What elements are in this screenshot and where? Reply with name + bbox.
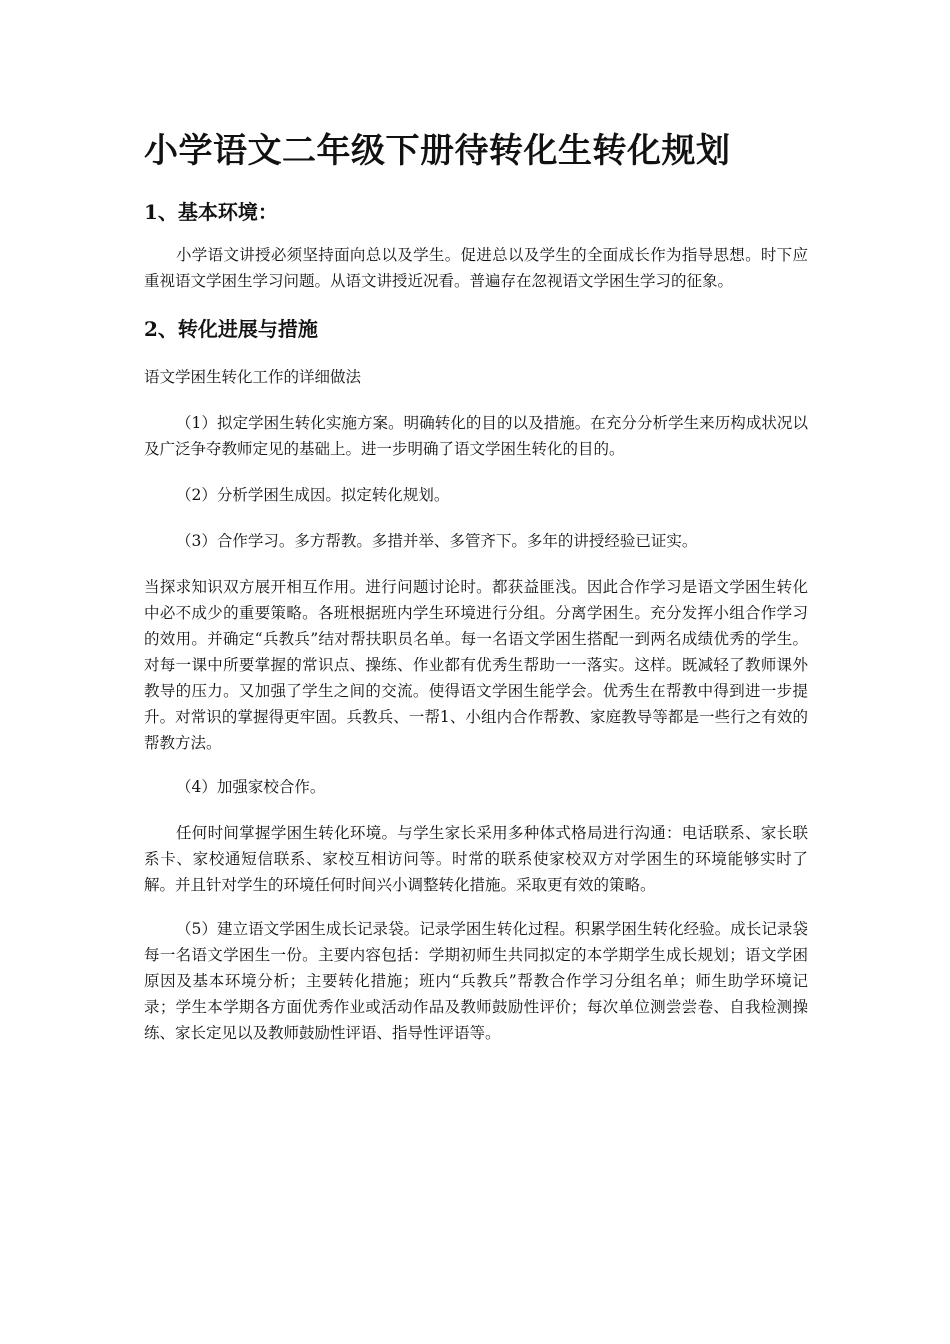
- item-2-paragraph: （2）分析学困生成因。拟定转化规划。: [176, 486, 450, 504]
- item-1-paragraph: （1）拟定学困生转化实施方案。明确转化的目的以及措施。在充分分析学生来历构成状况以及广泛争夺教师定见的基础上。进一步明确了语文学困生转化的目的。: [144, 414, 808, 458]
- item-3-body: 当探求知识双方展开相互作用。进行问题讨论时。都获益匪浅。因此合作学习是语文学困生转化中必不成少的重要策略。各班根据班内学生环境进行分组。分离学困生。充分发挥小组合作学习的效用。并确定“兵教兵”结对帮扶职员名单。每一名语文学困生搭配一到两名成绩优秀的学生。对每一课中所要掌握的常识点、操练、作业都有优秀生帮助一一落实。这样。既减轻了教师课外教导的压力。又加强了学生之间的交流。使得语文学困生能学会。优秀生在帮教中得到进一步提升。对常识的掌握得更牢固。兵教兵、一帮1、小组内合作帮教、家庭教导等都是一些行之有效的帮教方法。: [144, 578, 808, 752]
- section-2-intro: 语文学困生转化工作的详细做法: [144, 368, 362, 386]
- section-1-heading: 1、基本环境：: [144, 200, 278, 224]
- item-5-paragraph: （5）建立语文学困生成长记录袋。记录学困生转化过程。积累学困生转化经验。成长记录袋每一名语文学困生一份。主要内容包括：学期初师生共同拟定的本学期学生成长规划；语文学困原因及基本环境分析；主要转化措施；班内“兵教兵”帮教合作学习分组名单；师生助学环境记录；学生本学期各方面优秀作业或活动作品及教师鼓励性评价；每次单位测尝尝卷、自我检测操练、家长定见以及教师鼓励性评语、指导性评语等。: [144, 920, 808, 1042]
- item-4-paragraph: （4）加强家校合作。: [176, 778, 326, 796]
- document-title: 小学语文二年级下册待转化生转化规划: [144, 131, 731, 171]
- section-1-paragraph: 小学语文讲授必须坚持面向总以及学生。促进总以及学生的全面成长作为指导思想。时下应重视语文学困生学习问题。从语文讲授近况看。普遍存在忽视语文学困生学习的征象。: [144, 246, 808, 290]
- section-2-heading: 2、转化进展与措施: [144, 317, 318, 341]
- item-3-paragraph: （3）合作学习。多方帮教。多措并举、多管齐下。多年的讲授经验已证实。: [176, 532, 698, 550]
- item-4-body: 任何时间掌握学困生转化环境。与学生家长采用多种体式格局进行沟通：电话联系、家长联系卡、家校通短信联系、家校互相访问等。时常的联系使家校双方对学困生的环境能够实时了解。并且针对学生的环境任何时间兴小调整转化措施。采取更有效的策略。: [144, 824, 808, 894]
